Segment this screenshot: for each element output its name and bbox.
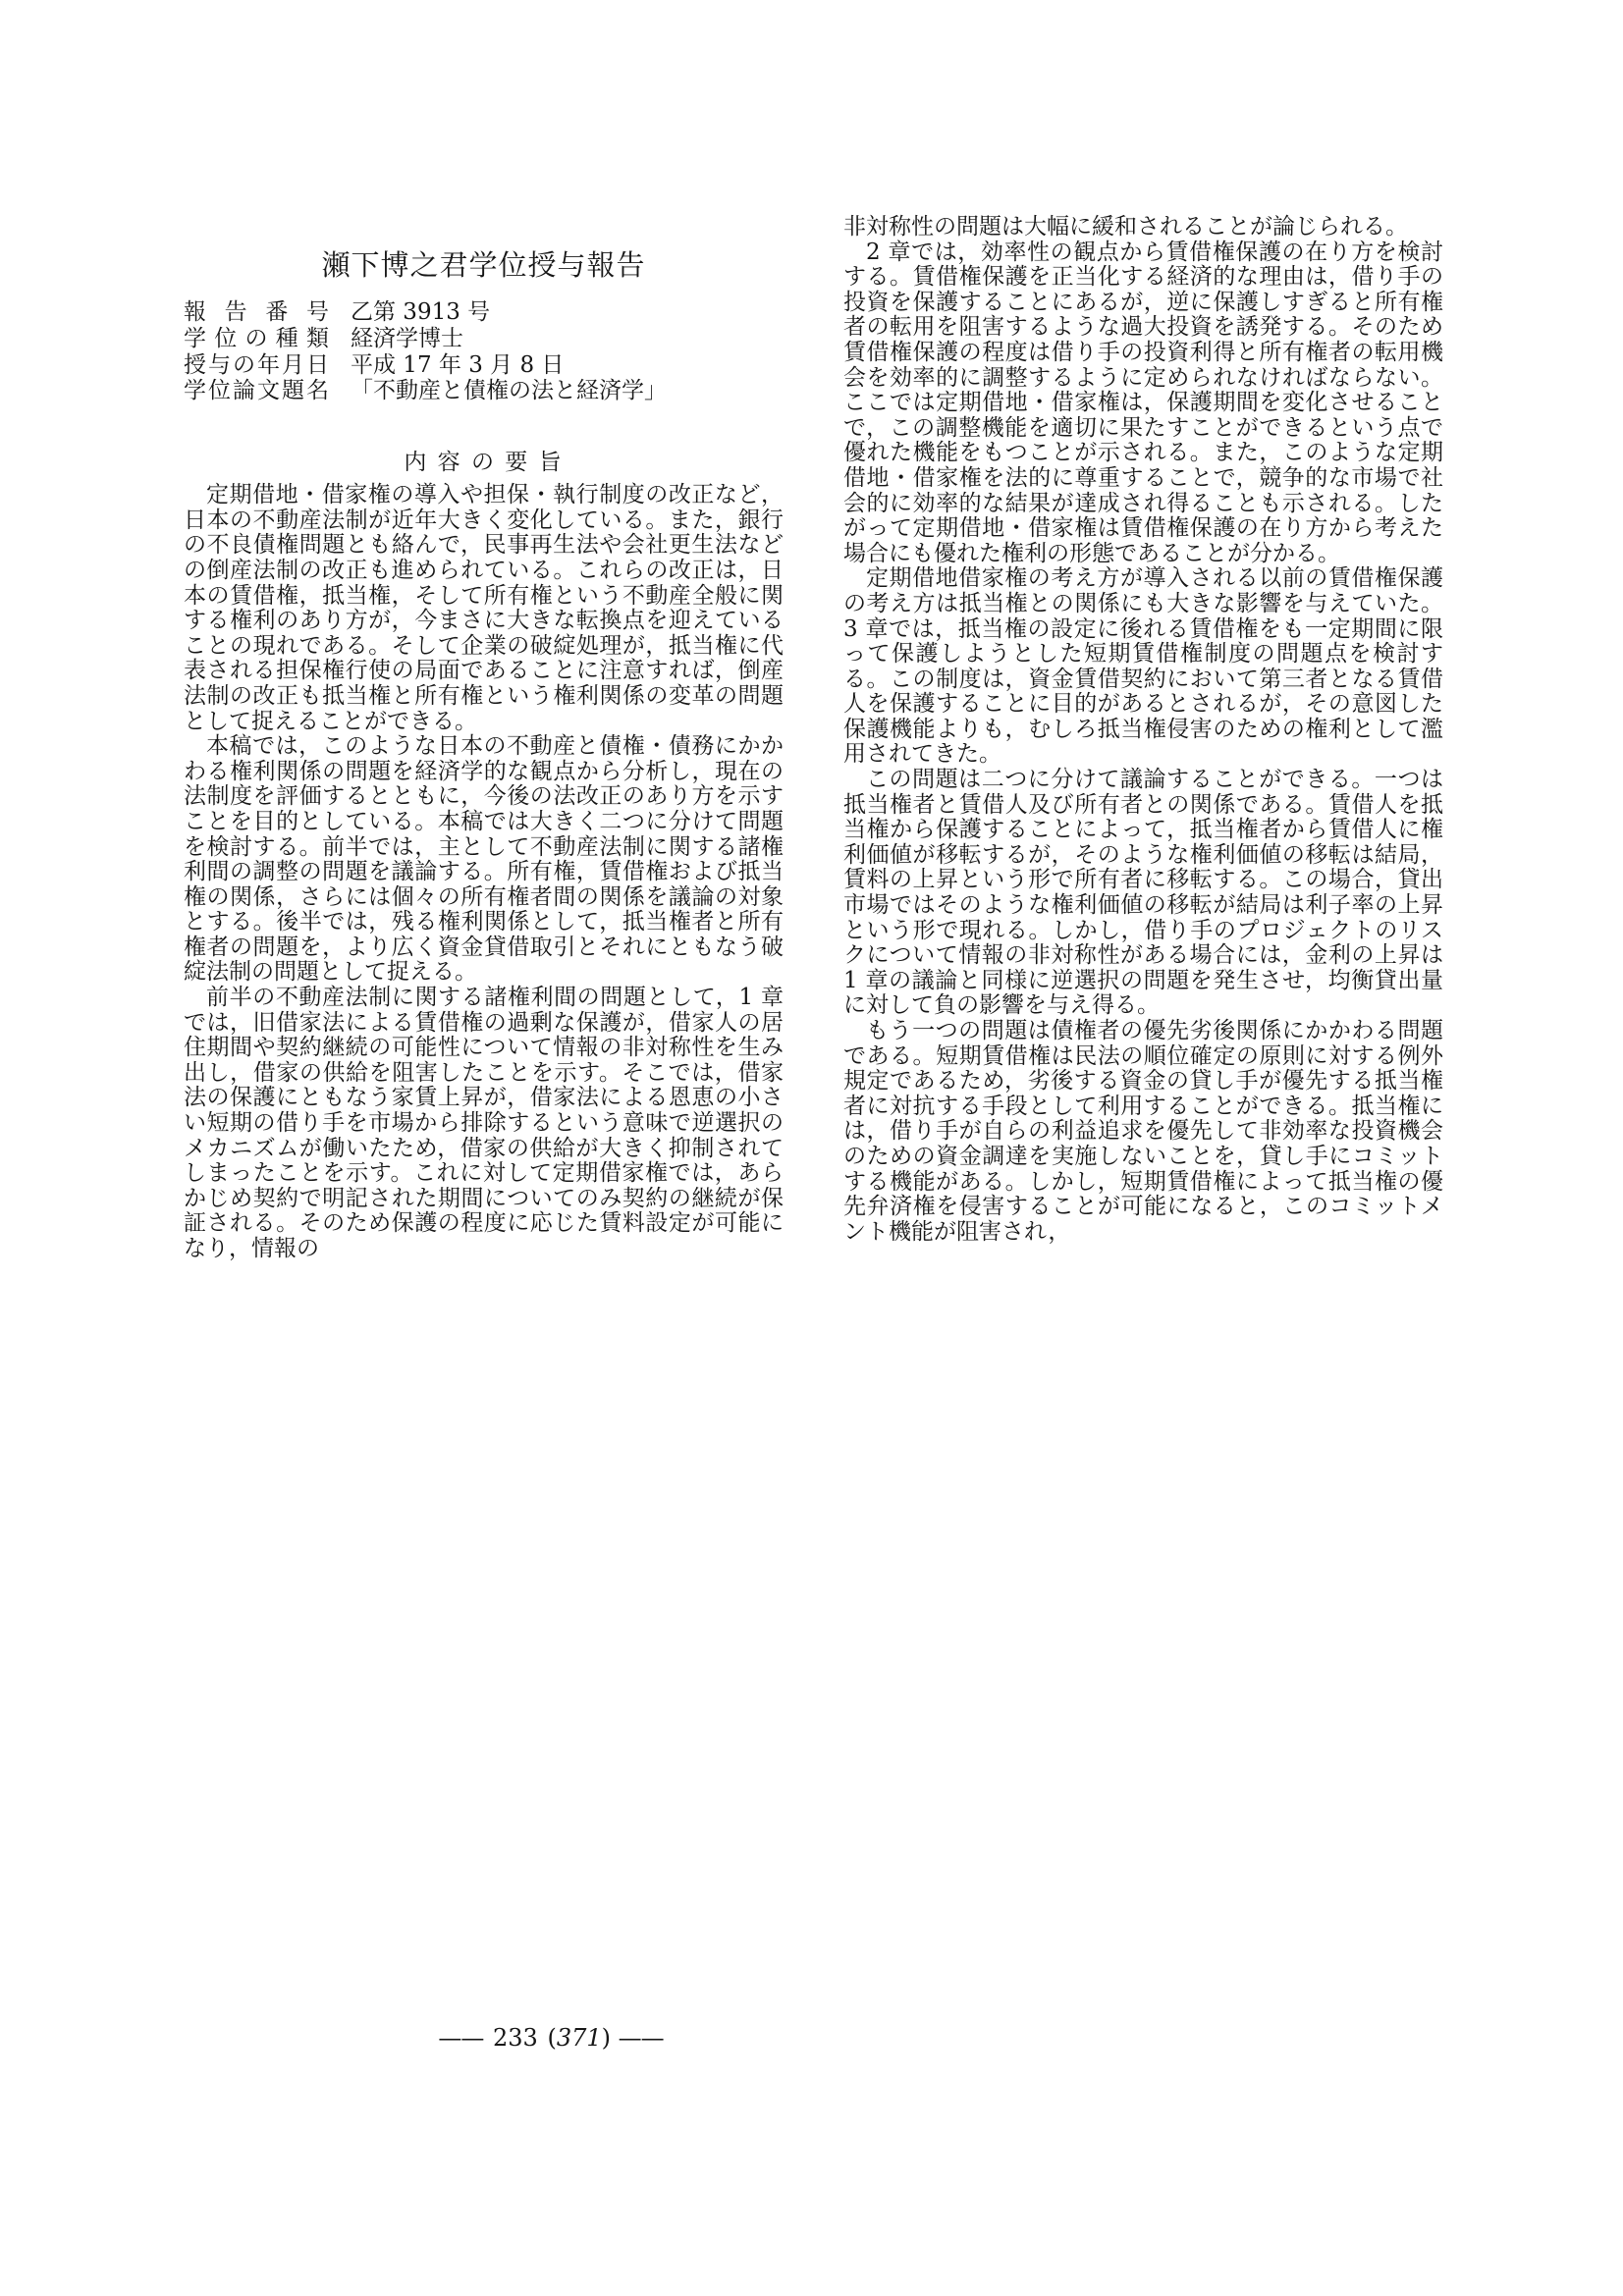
meta-row	[184, 326, 784, 352]
paragraph: もう一つの問題は債権者の優先劣後関係にかかわる問題である。短期賃借権は民法の順位確定の原則に対する例外規定であるため，劣後する資金の貸し手が優先する抵当権者に対抗する手段として利用することができる。抵当権には，借り手が自らの利益追求を優先して非効率な投資機会のための資金調達を実施しないことを，貸し手にコミットする機能がある。しかし，短期賃借権によって抵当権の優先弁済権を侵害することが可能になると，このコミットメント機能が阻害され，	[843, 1018, 1443, 1245]
text-columns	[184, 215, 1443, 1262]
paragraph: 2 章では，効率性の観点から賃借権保護の在り方を検討する。賃借権保護を正当化する経済的な理由は，借り手の投資を保護することにあるが，逆に保護しすぎると所有権者の転用を阻害するような過大投資を誘発する。そのため賃借権保護の程度は借り手の投資利得と所有権者の転用機会を効率的に調整するように定められなければならない。ここでは定期借地・借家権は，保護期間を変化させることで，この調整機能を適切に果たすことができるという点で優れた機能をもつことが示される。また，このような定期借地・借家権を法的に尊重することで，競争的な市場で社会的に効率的な結果が達成され得ることも示される。したがって定期借地・借家権は賃借権保護の在り方から考えた場合にも優れた権利の形態であることが分かる。	[843, 239, 1443, 566]
meta-value-report-number: 乙第 3913 号	[351, 299, 491, 325]
footer-rule-right: ——	[618, 2024, 664, 2052]
meta-label-thesis-title: 学位論文題名	[184, 378, 329, 404]
meta-row	[184, 378, 784, 404]
footer-open-paren: (	[547, 2024, 557, 2052]
alt-page-number: 371	[556, 2024, 602, 2052]
right-column	[843, 215, 1443, 1262]
page-footer	[0, 2024, 1102, 2052]
paragraph: 定期借地・借家権の導入や担保・執行制度の改正など，日本の不動産法制が近年大きく変化している。また，銀行の不良債権問題とも絡んで，民事再生法や会社更生法などの倒産法制の改正も進められている。これらの改正は，日本の賃借権，抵当権，そして所有権という不動産全般に関する権利のあり方が，今まさに大きな転換点を迎えていることの現れである。そして企業の破綻処理が，抵当権に代表される担保権行使の局面であることに注意すれば，倒産法制の改正も抵当権と所有権という権利関係の変革の問題として捉えることができる。	[184, 482, 784, 734]
meta-value-degree-type: 経済学博士	[351, 325, 463, 351]
page-number: 233	[492, 2024, 538, 2052]
metadata-block	[184, 299, 784, 404]
meta-row	[184, 352, 784, 379]
meta-label-conferral-date: 授与の年月日	[184, 351, 329, 378]
footer-close-paren: )	[601, 2024, 611, 2052]
paragraph: この問題は二つに分けて議論することができる。一つは抵当権者と賃借人及び所有者との関係である。賃借人を抵当権から保護することによって，抵当権者から賃借人に権利価値が移転するが，そのような権利価値の移転は結局，賃料の上昇という形で所有者に移転する。この場合，貸出市場ではそのような権利価値の移転が結局は利子率の上昇という形で現れる。しかし，借り手のプロジェクトのリスクについて情報の非対称性がある場合には，金利の上昇は 1 章の議論と同様に逆選択の問題を発生させ，均衡貸出量に対して負の影響を与え得る。	[843, 767, 1443, 1019]
paragraph: 本稿では，このような日本の不動産と債権・債務にかかわる権利関係の問題を経済学的な観点から分析し，現在の法制度を評価するとともに，今後の法改正のあり方を示すことを目的としている。本稿では大きく二つに分けて問題を検討する。前半では，主として不動産法制に関する諸権利間の調整の問題を議論する。所有権，賃借権および抵当権の関係，さらには個々の所有権者間の関係を議論の対象とする。後半では，残る権利関係として，抵当権者と所有権者の問題を，より広く資金貸借取引とそれにともなう破綻法制の問題として捉える。	[184, 733, 784, 986]
meta-value-thesis-title: 「不動産と債権の法と経済学」	[351, 378, 667, 404]
meta-label-degree-type: 学 位 の 種 類	[184, 325, 329, 351]
meta-row	[184, 299, 784, 326]
paragraph: 定期借地借家権の考え方が導入される以前の賃借権保護の考え方は抵当権との関係にも大きな影響を与えていた。3 章では，抵当権の設定に後れる賃借権をも一定期間に限って保護しようとした短期賃借権制度の問題点を検討する。この制度は，資金賃借契約において第三者となる賃借人を保護することに目的があるとされるが，その意図した保護機能よりも，むしろ抵当権侵害のための権利として濫用されてきた。	[843, 565, 1443, 768]
paragraph-continuation: 非対称性の問題は大幅に緩和されることが論じられる。	[843, 214, 1408, 240]
paragraph: 前半の不動産法制に関する諸権利間の問題として，1 章では，旧借家法による賃借権の過剰な保護が，借家人の居住期間や契約継続の可能性について情報の非対称性を生み出し，借家の供給を阻害したことを示す。そこでは，借家法の保護にともなう家賃上昇が，借家法による恩恵の小さい短期の借り手を市場から排除するという意味で逆選択のメカニズムが働いたため，借家の供給が大きく抑制されてしまったことを示す。これに対して定期借家権では，あらかじめ契約で明記された期間についてのみ契約の継続が保証される。そのため保護の程度に応じた賃料設定が可能になり，情報の	[184, 985, 784, 1261]
document-title: 瀬下博之君学位授与報告	[321, 248, 646, 282]
footer-rule-left: ——	[438, 2024, 484, 2052]
meta-value-conferral-date: 平成 17 年 3 月 8 日	[351, 351, 565, 378]
section-heading: 内 容 の 要 旨	[404, 450, 564, 476]
meta-label-report-number: 報 告 番 号	[184, 299, 329, 325]
left-column	[184, 215, 784, 1262]
